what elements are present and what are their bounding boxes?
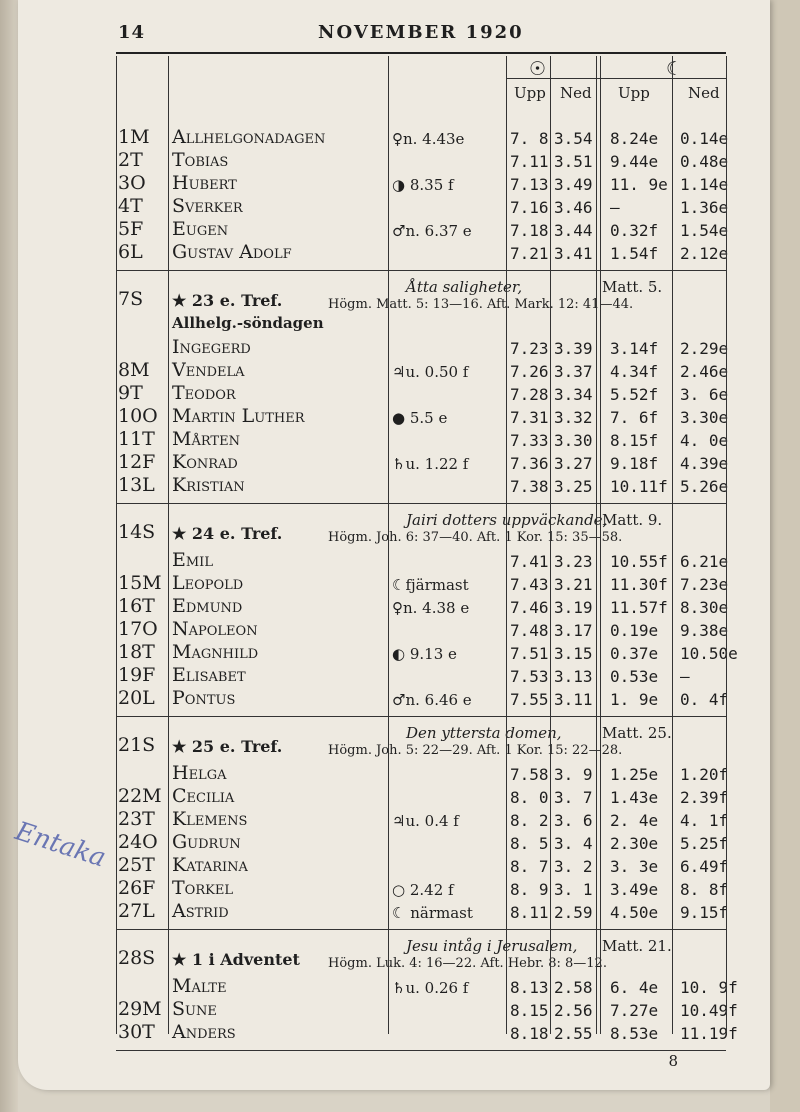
- name-day: Magnhild: [172, 641, 259, 663]
- name-day: Klemens: [172, 808, 248, 830]
- astro-note: ♄u. 0.26 f: [392, 979, 469, 997]
- name-day: Martin Luther: [172, 405, 305, 427]
- moonrise-time: 5.52f: [610, 385, 659, 404]
- day-label: 13L: [118, 474, 155, 496]
- name-day: Malte: [172, 975, 227, 997]
- scripture-readings: Högm. Luk. 4: 16—22. Aft. Hebr. 8: 8—12.: [328, 956, 607, 971]
- sunday-date: 14S: [118, 521, 156, 543]
- name-day: Gustav Adolf: [172, 241, 292, 263]
- sun-set-col-line: [550, 56, 551, 1034]
- sunset-time: 3.17: [554, 621, 593, 640]
- astro-note: ☾fjärmast: [392, 576, 469, 594]
- sunset-time: 3.49: [554, 175, 593, 194]
- name-day: Leopold: [172, 572, 244, 594]
- day-label: 27L: [118, 900, 155, 922]
- sunset-time: 3.19: [554, 598, 593, 617]
- sunset-time: 3. 9: [554, 765, 593, 784]
- day-label: 23T: [118, 808, 155, 830]
- sunrise-time: 8. 0: [510, 788, 549, 807]
- sunset-time: 3.27: [554, 454, 593, 473]
- moonrise-time: 1.43e: [610, 788, 659, 807]
- astro-note: ◐ 9.13 e: [392, 645, 457, 663]
- name-day: Hubert: [172, 172, 237, 194]
- sunrise-time: 7.53: [510, 667, 549, 686]
- astro-note: ● 5.5 e: [392, 409, 448, 427]
- moonrise-time: 0.32f: [610, 221, 659, 240]
- moonset-time: 5.25f: [680, 834, 729, 853]
- right-border-line: [726, 56, 727, 1034]
- moonset-time: 8.30e: [680, 598, 729, 617]
- day-label: 18T: [118, 641, 155, 663]
- sunset-time: 2.59: [554, 903, 593, 922]
- sunrise-time: 7.38: [510, 477, 549, 496]
- sunday-title: ★ 1 i Adventet: [172, 950, 300, 969]
- sunday-date: 28S: [118, 947, 156, 969]
- name-day: Helga: [172, 762, 227, 784]
- name-day: Pontus: [172, 687, 236, 709]
- sunset-time: 3.54: [554, 129, 593, 148]
- left-border-line: [116, 56, 117, 1034]
- moon-rise-header: Upp: [618, 84, 650, 102]
- name-day: Vendela: [172, 359, 245, 381]
- sunrise-time: 7.41: [510, 552, 549, 571]
- name-day: Katarina: [172, 854, 248, 876]
- moonrise-time: 1. 9e: [610, 690, 659, 709]
- week-separator: [116, 716, 726, 717]
- sunset-time: 2.55: [554, 1024, 593, 1043]
- page-edge: [0, 0, 18, 1112]
- day-label: 8M: [118, 359, 150, 381]
- moonrise-time: 10.11f: [610, 477, 668, 496]
- moonset-time: 7.23e: [680, 575, 729, 594]
- name-day: Teodor: [172, 382, 236, 404]
- sunset-time: 3. 6: [554, 811, 593, 830]
- moonset-time: 6.49f: [680, 857, 729, 876]
- sunrise-time: 7.31: [510, 408, 549, 427]
- moonrise-time: 11. 9e: [610, 175, 668, 194]
- page-title: NOVEMBER 1920: [318, 22, 524, 43]
- moon-set-header: Ned: [688, 84, 720, 102]
- week-separator: [116, 503, 726, 504]
- sunset-time: 3. 2: [554, 857, 593, 876]
- moonrise-time: 7. 6f: [610, 408, 659, 427]
- sun-icon: ☉: [529, 58, 547, 80]
- sunset-time: 2.58: [554, 978, 593, 997]
- name-day: Astrid: [172, 900, 229, 922]
- name-day: Emil: [172, 549, 213, 571]
- moonset-time: 6.21e: [680, 552, 729, 571]
- sermon-title: Den yttersta domen,: [406, 724, 562, 742]
- sunrise-time: 8.15: [510, 1001, 549, 1020]
- moonset-time: 9.38e: [680, 621, 729, 640]
- sunset-time: 2.56: [554, 1001, 593, 1020]
- moonset-time: 1.14e: [680, 175, 729, 194]
- day-label: 19F: [118, 664, 156, 686]
- sunday-date: 21S: [118, 734, 156, 756]
- name-day: Ingegerd: [172, 336, 251, 358]
- day-label: 5F: [118, 218, 144, 240]
- sunset-time: 3.13: [554, 667, 593, 686]
- sunset-time: 3.30: [554, 431, 593, 450]
- name-day: Edmund: [172, 595, 243, 617]
- moonrise-time: 2. 4e: [610, 811, 659, 830]
- moonset-time: 2.12e: [680, 244, 729, 263]
- name-day: Anders: [172, 1021, 236, 1043]
- sunrise-time: 7.33: [510, 431, 549, 450]
- moonrise-time: 6. 4e: [610, 978, 659, 997]
- moonrise-time: 11.57f: [610, 598, 668, 617]
- sunrise-time: 7.48: [510, 621, 549, 640]
- sun-set-header: Ned: [560, 84, 592, 102]
- sunrise-time: 8. 7: [510, 857, 549, 876]
- sunrise-time: 7.16: [510, 198, 549, 217]
- moonset-time: 10.50e: [680, 644, 738, 663]
- sunrise-time: 8.18: [510, 1024, 549, 1043]
- name-day: Sverker: [172, 195, 243, 217]
- sermon-reference: Matt. 9.: [602, 511, 663, 529]
- moonrise-time: 3.14f: [610, 339, 659, 358]
- sunset-time: 3.25: [554, 477, 593, 496]
- moon-icon: ☾: [666, 58, 684, 80]
- sunrise-time: 7.11: [510, 152, 549, 171]
- sunrise-time: 8.11: [510, 903, 549, 922]
- astro-note: ♀n. 4.43e: [392, 130, 465, 148]
- sunset-time: 3.37: [554, 362, 593, 381]
- name-day: Cecilia: [172, 785, 235, 807]
- calendar-table: [116, 56, 738, 1043]
- week-separator: [116, 929, 726, 930]
- astro-note: ♀n. 4.38 e: [392, 599, 470, 617]
- sunrise-time: 7.26: [510, 362, 549, 381]
- sunset-time: 3.39: [554, 339, 593, 358]
- sun-rise-header: Upp: [514, 84, 546, 102]
- day-label: 24O: [118, 831, 158, 853]
- sunrise-time: 7.21: [510, 244, 549, 263]
- page-header: [18, 20, 770, 46]
- moonrise-time: 11.30f: [610, 575, 668, 594]
- day-label: 2T: [118, 149, 143, 171]
- page-number: 14: [118, 22, 146, 43]
- sermon-reference: Matt. 5.: [602, 278, 663, 296]
- moonset-time: 4. 0e: [680, 431, 729, 450]
- moonrise-time: 4.50e: [610, 903, 659, 922]
- sunset-time: 3.21: [554, 575, 593, 594]
- scripture-readings: Högm. Joh. 6: 37—40. Aft. 1 Kor. 15: 35—58.: [328, 530, 623, 545]
- moonrise-time: 0.53e: [610, 667, 659, 686]
- moonset-time: 1.36e: [680, 198, 729, 217]
- moonrise-time: 3.49e: [610, 880, 659, 899]
- moonset-time: 4. 1f: [680, 811, 729, 830]
- day-label: 9T: [118, 382, 143, 404]
- sunset-time: 3. 1: [554, 880, 593, 899]
- moonset-time: 2.29e: [680, 339, 729, 358]
- sunrise-time: 7.51: [510, 644, 549, 663]
- moonrise-time: 10.55f: [610, 552, 668, 571]
- moonset-time: 0.48e: [680, 152, 729, 171]
- name-day: Sune: [172, 998, 217, 1020]
- day-label: 11T: [118, 428, 155, 450]
- sunday-name: Allhelg.-söndagen: [172, 314, 324, 332]
- sunrise-time: 7.55: [510, 690, 549, 709]
- sunset-time: 3. 4: [554, 834, 593, 853]
- sunday-title: ★ 25 e. Tref.: [172, 737, 283, 756]
- sunrise-time: 8. 9: [510, 880, 549, 899]
- moonset-time: 3. 6e: [680, 385, 729, 404]
- sunday-title: ★ 24 e. Tref.: [172, 524, 283, 543]
- moonrise-time: 2.30e: [610, 834, 659, 853]
- moonrise-time: 1.54f: [610, 244, 659, 263]
- name-day: Eugen: [172, 218, 229, 240]
- moonrise-time: 9.44e: [610, 152, 659, 171]
- pencil-margin-note: Entaka: [11, 816, 110, 874]
- astro-note: ♂n. 6.46 e: [392, 691, 472, 709]
- sunrise-time: 7.23: [510, 339, 549, 358]
- name-day: Napoleon: [172, 618, 258, 640]
- day-label: 3O: [118, 172, 146, 194]
- name-day: Tobias: [172, 149, 229, 171]
- moonset-time: 11.19f: [680, 1024, 738, 1043]
- sunset-time: 3.23: [554, 552, 593, 571]
- sunset-time: 3.11: [554, 690, 593, 709]
- scripture-readings: Högm. Joh. 5: 22—29. Aft. 1 Kor. 15: 22—28.: [328, 743, 623, 758]
- astro-note: ◑ 8.35 f: [392, 176, 454, 194]
- sermon-reference: Matt. 21.: [602, 937, 672, 955]
- sunrise-time: 7.28: [510, 385, 549, 404]
- sunrise-time: 8. 2: [510, 811, 549, 830]
- sunset-time: 3.51: [554, 152, 593, 171]
- day-label: 20L: [118, 687, 155, 709]
- moonrise-time: 4.34f: [610, 362, 659, 381]
- moonset-time: 8. 8f: [680, 880, 729, 899]
- sermon-title: Jesu intåg i Jerusalem,: [406, 937, 578, 955]
- astro-note: ☾ närmast: [392, 904, 473, 922]
- astro-note: ○ 2.42 f: [392, 881, 454, 899]
- note-col-line: [388, 56, 389, 1034]
- sunset-time: 3. 7: [554, 788, 593, 807]
- moonset-time: 0. 4f: [680, 690, 729, 709]
- sunset-time: 3.15: [554, 644, 593, 663]
- astro-note: ♄u. 1.22 f: [392, 455, 469, 473]
- sunrise-time: 8.13: [510, 978, 549, 997]
- day-label: 26F: [118, 877, 156, 899]
- name-day: Gudrun: [172, 831, 241, 853]
- sun-rise-col-line: [506, 56, 507, 1034]
- sunrise-time: 8. 5: [510, 834, 549, 853]
- sunrise-time: 7.43: [510, 575, 549, 594]
- week-separator: [116, 270, 726, 271]
- sermon-title: Åtta saligheter,: [406, 278, 523, 296]
- moon-gap-col-line: [596, 56, 597, 1034]
- moonrise-time: 8.53e: [610, 1024, 659, 1043]
- name-day: Torkel: [172, 877, 233, 899]
- day-label: 4T: [118, 195, 143, 217]
- moonset-time: 0.14e: [680, 129, 729, 148]
- name-day: Kristian: [172, 474, 245, 496]
- moonset-time: 4.39e: [680, 454, 729, 473]
- day-label: 30T: [118, 1021, 155, 1043]
- sunrise-time: 7.46: [510, 598, 549, 617]
- moonset-time: 10. 9f: [680, 978, 738, 997]
- scripture-readings: Högm. Matt. 5: 13—16. Aft. Mark. 12: 41—44.: [328, 297, 634, 312]
- sunset-time: 3.32: [554, 408, 593, 427]
- day-label: 29M: [118, 998, 162, 1020]
- week-separator: [116, 1050, 726, 1051]
- day-label: 22M: [118, 785, 162, 807]
- astro-note: ♃u. 0.50 f: [392, 363, 469, 381]
- moonset-time: 5.26e: [680, 477, 729, 496]
- name-day: Elisabet: [172, 664, 246, 686]
- name-day: Allhelgonadagen: [172, 126, 326, 148]
- sermon-reference: Matt. 25.: [602, 724, 672, 742]
- astro-note: ♂n. 6.37 e: [392, 222, 472, 240]
- moonrise-time: 9.18f: [610, 454, 659, 473]
- day-label: 6L: [118, 241, 143, 263]
- moon-set-col-line: [672, 56, 673, 1034]
- sunday-title: ★ 23 e. Tref.: [172, 291, 283, 310]
- moonset-time: 9.15f: [680, 903, 729, 922]
- header-separator: [506, 78, 726, 79]
- name-day: Mårten: [172, 428, 240, 450]
- sunset-time: 3.41: [554, 244, 593, 263]
- astro-note: ♃u. 0.4 f: [392, 812, 459, 830]
- moonrise-time: 0.19e: [610, 621, 659, 640]
- name-day: Konrad: [172, 451, 238, 473]
- sunrise-time: 7.36: [510, 454, 549, 473]
- moonset-time: 1.20f: [680, 765, 729, 784]
- sunset-time: 3.34: [554, 385, 593, 404]
- moonrise-time: 1.25e: [610, 765, 659, 784]
- sermon-title: Jairi dotters uppväckande,: [406, 511, 608, 529]
- moonrise-time: 8.15f: [610, 431, 659, 450]
- moonset-time: 1.54e: [680, 221, 729, 240]
- day-label: 12F: [118, 451, 156, 473]
- facing-page-edge: [770, 0, 800, 1112]
- moonrise-time: —: [610, 198, 620, 217]
- header-rule: [116, 52, 726, 54]
- sunrise-time: 7. 8: [510, 129, 549, 148]
- almanac-page: [18, 0, 770, 1090]
- sunrise-time: 7.18: [510, 221, 549, 240]
- day-label: 10O: [118, 405, 158, 427]
- sunset-time: 3.46: [554, 198, 593, 217]
- day-label: 25T: [118, 854, 155, 876]
- name-col-line: [168, 56, 169, 1034]
- moonset-time: —: [680, 667, 690, 686]
- moonset-time: 10.49f: [680, 1001, 738, 1020]
- moonset-time: 2.46e: [680, 362, 729, 381]
- sunday-date: 7S: [118, 288, 144, 310]
- day-label: 17O: [118, 618, 158, 640]
- moonrise-time: 3. 3e: [610, 857, 659, 876]
- sunrise-time: 7.13: [510, 175, 549, 194]
- moonset-time: 3.30e: [680, 408, 729, 427]
- sunrise-time: 7.58: [510, 765, 549, 784]
- sunset-time: 3.44: [554, 221, 593, 240]
- day-label: 16T: [118, 595, 155, 617]
- moonrise-time: 0.37e: [610, 644, 659, 663]
- moonrise-time: 7.27e: [610, 1001, 659, 1020]
- printer-signature: 8: [668, 1052, 678, 1070]
- day-label: 15M: [118, 572, 162, 594]
- moonset-time: 2.39f: [680, 788, 729, 807]
- moonrise-time: 8.24e: [610, 129, 659, 148]
- moon-rise-col-line: [600, 56, 601, 1034]
- day-label: 1M: [118, 126, 150, 148]
